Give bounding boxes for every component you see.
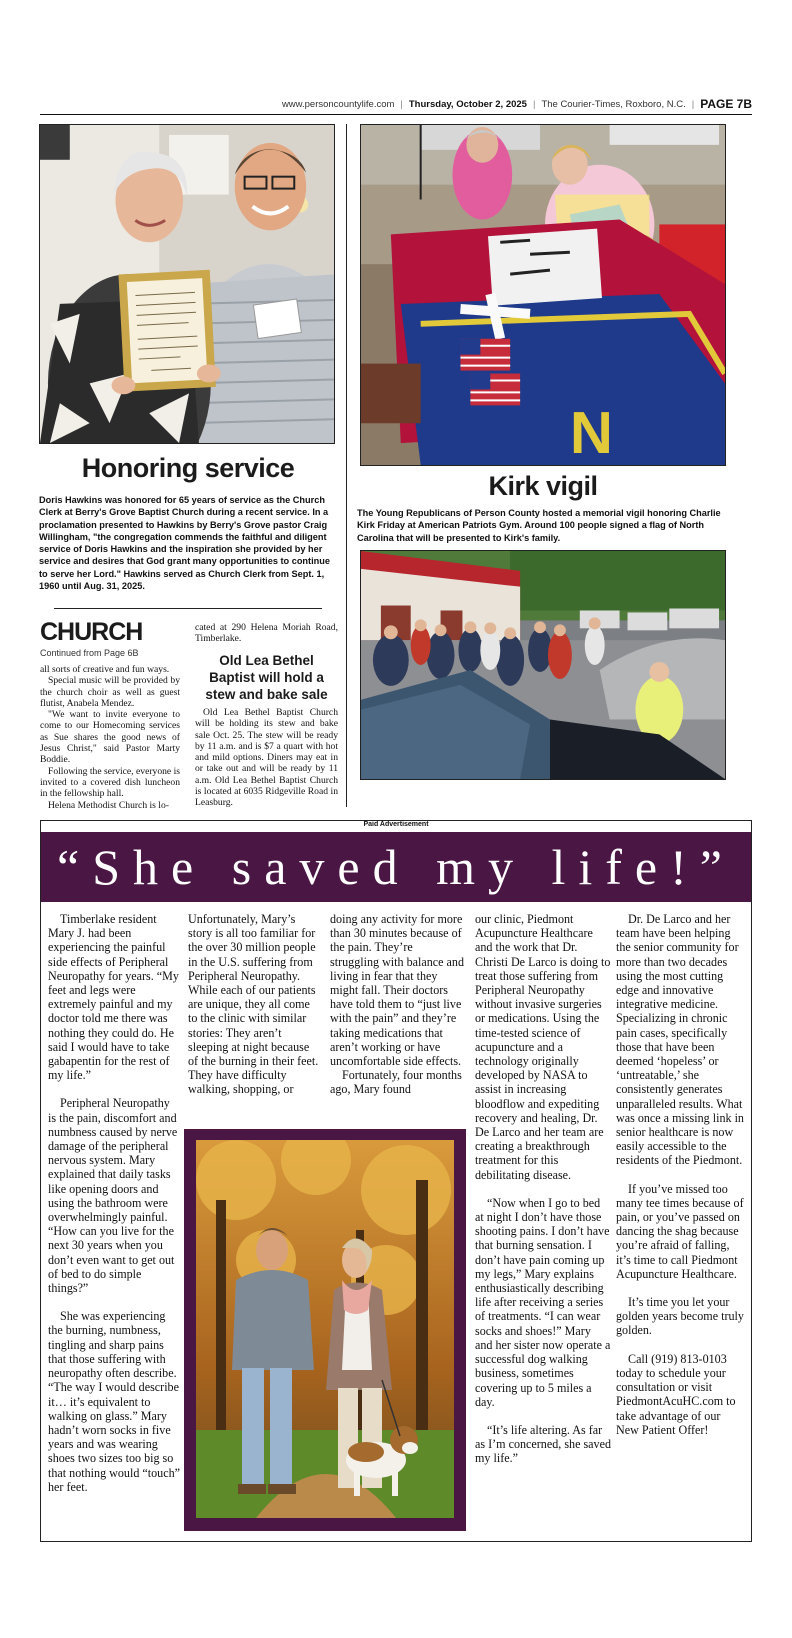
kirk-caption: The Young Republicans of Person County hosted a memorial vigil honoring Charlie Kirk Friday at American Patriots Gym. Around 100 people signed a flag of North Carolina that will be presented to Kirk's family. <box>357 508 721 543</box>
ad-column-4 <box>475 912 611 1466</box>
ad-column-1 <box>48 912 180 1494</box>
church-paragraph: Helena Methodist Church is lo- <box>48 799 169 811</box>
header-divider: | <box>400 98 403 110</box>
kirk-crowd-photo <box>360 550 726 780</box>
ad-paragraph: Timberlake resident Mary J. had been experiencing the painful side effects of Peripheral Neuropathy for years. “My feet and legs were extremely painful and my doctor told me there was nothing they could do. He said I would have to take gabapentin for the rest of my life.” <box>48 912 179 1083</box>
ad-paragraph: She was experiencing the burning, numbness, tingling and sharp pains that those suffering with neuropathy often describe. “The way I would describe it… it’s equivalent to walking on glass.” Mary hadn’t worn socks in five years and was wearing shoes two sizes too big so that nothing would “touch” her feet. <box>48 1309 180 1494</box>
ad-label: Paid Advertisement <box>363 821 429 828</box>
church-paragraph: Old Lea Bethel Baptist Church will be holding its stew and bake sale Oct. 25. The stew will be ready by 11 a.m. and is $7 a quart with hot and mild options. Diners may eat in or take out and will be ready by 11 a.m. Old Lea Bethel Baptist Church is located at 6035 Ridgeville Road in Leasburg. <box>195 707 338 809</box>
church-paragraph: cated at 290 Helena Moriah Road, Timberlake. <box>195 622 338 645</box>
header-rule <box>40 114 752 115</box>
church-column-1 <box>40 664 180 811</box>
ad-paragraph: If you’ve missed too many tee times because of pain, or you’ve passed on dancing the shag because you’re afraid of falling, it’s time to call Piedmont Acupuncture Healthcare. <box>616 1181 744 1281</box>
honoring-caption: Doris Hawkins was honored for 65 years of service as the Church Clerk at Berry's Grove Baptist Church during a recent service. In a proclamation presented to Hawkins by Berry's Grove pastor Craig Willingham, "the congregation commends the faithful and diligent service of Doris Hawkins and the inspiration she provided by her service and desires that God grant many opportunities to continue to serve her Lord." Hawkins served as Church Clerk from Sept. 1, 1960 until Aug. 31, 2025. <box>39 495 330 592</box>
church-heading: CHURCH <box>40 618 143 646</box>
kirk-headline: Kirk vigil <box>488 471 598 501</box>
church-column-2-body <box>195 707 338 809</box>
ad-column-3 <box>330 912 464 1097</box>
ad-paragraph: Unfortunately, Mary’s story is all too familiar for the over 30 million people in the U.S. suffering from Peripheral Neuropathy. While each of our patients are unique, they all come to the clinic with similar stories: They aren’t sleeping at night because of the burning in their feet. They have difficulty walking, shopping, or <box>188 912 319 1097</box>
church-paragraph: Following the service, everyone is invited to a covered dish luncheon in the fellowship hall. <box>40 765 180 800</box>
header-divider: | <box>691 98 695 110</box>
ad-paragraph: Call (919) 813-0103 today to schedule your consultation or visit PiedmontAcuHC.com to take advantage of our New Patient Offer! <box>616 1351 736 1437</box>
church-paragraph: all sorts of creative and fun ways. <box>40 664 170 675</box>
header-website[interactable]: www.personcountylife.com <box>281 98 395 110</box>
header-date: Thursday, October 2, 2025 <box>408 98 527 110</box>
page-header <box>40 95 752 113</box>
church-paragraph: "We want to invite everyone to come to our Homecoming services as Sue shares the good news of Jesus Christ," said Pastor Marty Boddie. <box>40 709 180 766</box>
ad-column-2 <box>188 912 322 1097</box>
svg-text:N: N <box>569 399 613 465</box>
ad-paragraph: Fortunately, four months ago, Mary found <box>330 1068 462 1097</box>
church-subhead: Old Lea Bethel Baptist will hold a stew and bake sale <box>205 653 328 702</box>
ad-paragraph: It’s time you let your golden years become truly golden. <box>616 1295 744 1338</box>
honoring-headline: Honoring service <box>81 453 295 483</box>
header-divider: | <box>532 98 536 110</box>
ad-column-5 <box>616 912 746 1437</box>
ad-banner: “She saved my life!” <box>41 832 751 902</box>
section-divider <box>54 608 322 609</box>
ad-paragraph: our clinic, Piedmont Acupuncture Healthcare and the work that Dr. Christi De Larco is doing to treat those suffering from Peripheral Neuropathy without invasive surgeries or medications. Using the time-tested science of acupuncture and a technology originally developed by NASA to assist in increasing bloodflow and expediting recovery and healing, Dr. De Larco and her team are creating a breakthrough treatment for this debilitating disease. <box>475 912 611 1182</box>
church-paragraph: Special music will be provided by the church choir as well as guest flutist, Anabela Mendez. <box>40 675 180 709</box>
ad-paragraph: doing any activity for more than 30 minutes because of the pain. They’re struggling with balance and living in fear that they might fall. Their doctors have told them to “just live with the pain” and they’re taking medications that aren’t working or have uncomfortable side effects. <box>330 912 465 1069</box>
church-continued-link[interactable]: Continued from Page 6B <box>40 648 139 658</box>
ad-paragraph: Dr. De Larco and her team have been helping the senior community for more than two decades using the most cutting edge and innovative integrative medicine. Specializing in chronic pain cases, specifically those that have been deemed ‘hopeless’ or ‘untreatable,’ she consistently generates unparalleled results. What was once a missing link in senior healthcare is now easily accessible to the residents of the Piedmont. <box>616 912 744 1168</box>
header-page-number: PAGE 7B <box>700 97 752 111</box>
kirk-flag-photo <box>360 124 726 466</box>
column-rule <box>346 124 347 807</box>
ad-paragraph: “It’s life altering. As far as I’m concerned, she saved my life.” <box>475 1422 611 1466</box>
honoring-photo <box>39 124 335 444</box>
header-paper: The Courier-Times, Roxboro, N.C. <box>541 98 686 110</box>
church-column-2 <box>195 622 338 645</box>
ad-couple-photo <box>196 1140 454 1518</box>
ad-paragraph: “Now when I go to bed at night I don’t have those shooting pains. I don’t have that burning sensation. I don’t have pain coming up my legs,” Mary explains enthusiastically describing life after receiving a series of treatments. “I can wear socks and shoes!” Mary and her sister now operate a successful dog walking business, sometimes covering up to 5 miles a day. <box>475 1195 611 1409</box>
ad-paragraph: Peripheral Neuropathy is the pain, discomfort and numbness caused by nerve damage of the peripheral nervous system. Mary explained that daily tasks like opening doors and using the bathroom were overwhelmingly painful. “How can you live for the next 30 years when you don’t even want to get out of bed to do simple things?” <box>48 1096 178 1296</box>
